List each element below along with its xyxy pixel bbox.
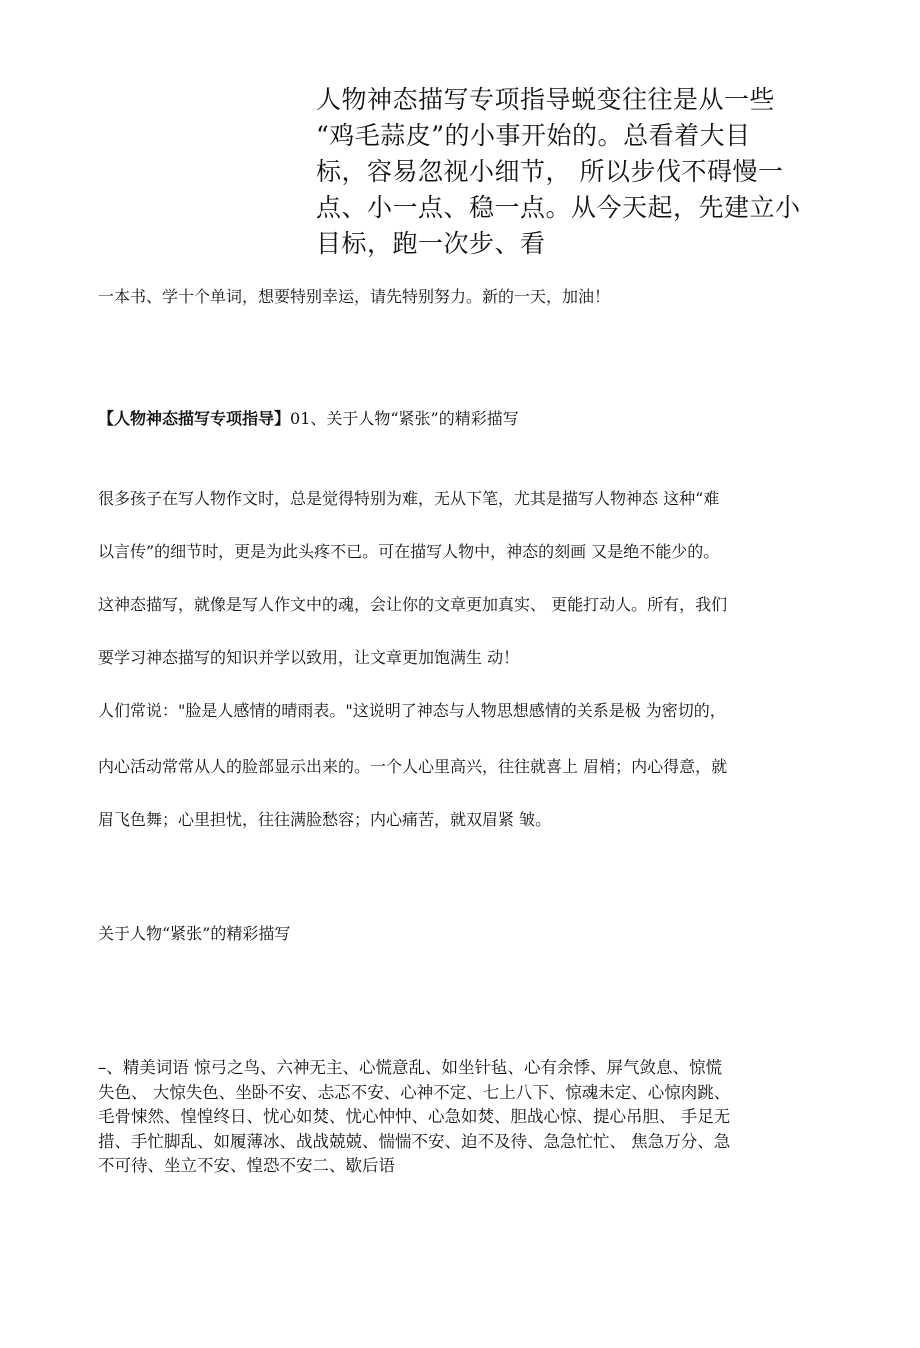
intro-line: 人物神态描写专项指导蜕变往往是从一些 (316, 85, 776, 114)
vocab-line: 毛骨悚然、惶惶终日、忧心如焚、忧心忡忡、心急如焚、胆战心惊、提心吊胆、 手足无 (98, 1107, 731, 1127)
section-heading (98, 408, 519, 430)
body-line: 眉飞色舞；心里担忧，往往满脸愁容；内心痛苦，就双眉紧 皱。 (98, 810, 552, 829)
vocab-block (98, 1056, 858, 1179)
heading-title: 01、关于人物“紧张”的精彩描写 (290, 409, 519, 428)
intro-block (316, 82, 836, 262)
heading-bold: 【人物神态描写专项指导】 (98, 409, 291, 428)
body-line: 人们常说："脸是人感情的晴雨表。"这说明了神态与人物思想感情的关系是极 为密切的， (98, 701, 726, 720)
body-line: 以言传”的细节时，更是为此头疼不已。可在描写人物中，神态的刻画 又是绝不能少的。 (98, 542, 720, 561)
intro-continuation: 一本书、学十个单词，想要特别幸运，请先特别努力。新的一天，加油！ (98, 287, 611, 306)
vocab-line: 失色、 大惊失色、坐卧不安、忐忑不安、心神不定、七上八下、惊魂未定、心惊肉跳、 (98, 1082, 731, 1102)
body-line: 内心活动常常从人的脸部显示出来的。一个人心里高兴，往往就喜上 眉梢；内心得意，就 (98, 757, 728, 776)
body-line: 这神态描写，就像是写人作文中的魂，会让你的文章更加真实、 更能打动人。所有，我们 (98, 595, 728, 614)
vocab-line: 不可待、坐立不安、惶恐不安二、歇后语 (98, 1156, 395, 1176)
intro-line: 目标，跑一次步、看 (316, 229, 546, 258)
body-line: 要学习神态描写的知识并学以致用，让文章更加饱满生 动！ (98, 648, 520, 667)
intro-line: “鸡毛蒜皮”的小事开始的。总看着大目 (316, 121, 751, 150)
vocab-line: –、精美词语 惊弓之鸟、六神无主、心慌意乱、如坐针毡、心有余悸、屏气敛息、惊慌 (98, 1058, 722, 1077)
body-line: 很多孩子在写人物作文时，总是觉得特别为难，无从下笔，尤其是描写人物神态 这种“难 (98, 489, 720, 508)
intro-line: 标，容易忽视小细节， 所以步伐不碍慢一 (316, 157, 784, 186)
vocab-line: 措、手忙脚乱、如履薄冰、战战兢兢、惴惴不安、迫不及待、急急忙忙、 焦急万分、急 (98, 1131, 731, 1151)
intro-line: 点、小一点、稳一点。从今天起，先建立小 (316, 193, 801, 222)
sub-heading: 关于人物“紧张”的精彩描写 (98, 924, 291, 943)
